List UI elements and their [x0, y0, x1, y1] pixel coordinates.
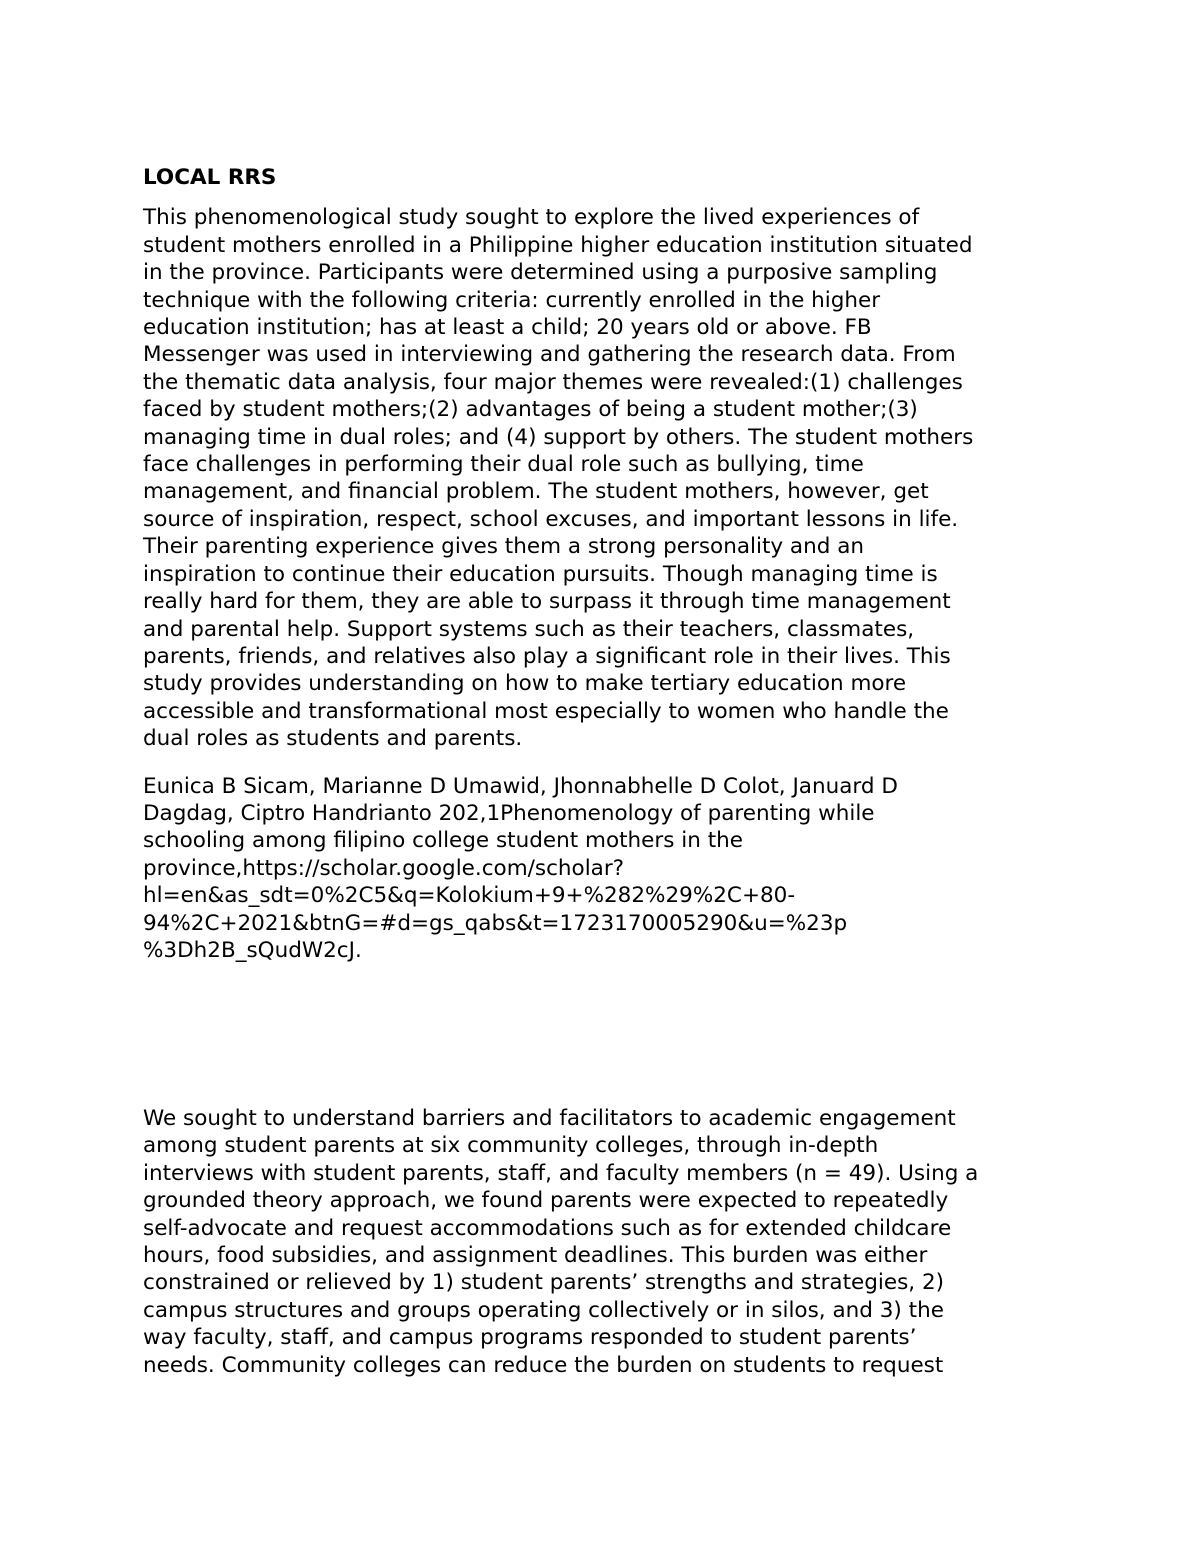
citation-line: 94%2C+2021&btnG=#d=gs_qabs&t=1723170005290&u=%23p [143, 910, 848, 936]
citation-line: province,https://scholar.google.com/scholar? [143, 855, 625, 881]
abstract-1-line: the thematic data analysis, four major themes were revealed:(1) challenges [143, 369, 963, 395]
abstract-2-line: constrained or relieved by 1) student parents’ strengths and strategies, 2) [143, 1270, 945, 1296]
abstract-paragraph-2 [143, 1105, 1058, 1379]
abstract-2-line: self-advocate and request accommodations such as for extended childcare [143, 1215, 952, 1241]
abstract-1-line: study provides understanding on how to make tertiary education more [143, 671, 907, 697]
abstract-2-line: We sought to understand barriers and facilitators to academic engagement [143, 1106, 956, 1131]
citation-line: Dagdag, Ciptro Handrianto 202,1Phenomenology of parenting while [143, 800, 875, 826]
abstract-1-line: dual roles as students and parents. [143, 726, 523, 752]
abstract-1-line: and parental help. Support systems such as their teachers, classmates, [143, 616, 915, 642]
abstract-1-line: student mothers enrolled in a Philippine higher education institution situated [143, 232, 973, 258]
citation-line: hl=en&as_sdt=0%2C5&q=Kolokium+9+%282%29%2C+80- [143, 883, 796, 909]
abstract-1-line: Their parenting experience gives them a strong personality and an [143, 534, 865, 560]
abstract-1-line: management, and financial problem. The student mothers, however, get [143, 479, 929, 505]
abstract-1-line: really hard for them, they are able to surpass it through time management [143, 589, 951, 615]
abstract-2-line: campus structures and groups operating collectively or in silos, and 3) the [143, 1297, 944, 1323]
citation-line: Eunica B Sicam, Marianne D Umawid, Jhonnabhelle D Colot, Januard D [143, 773, 898, 799]
abstract-1-line: source of inspiration, respect, school excuses, and important lessons in life. [143, 506, 959, 532]
abstract-paragraph-1 [143, 204, 1058, 752]
citation-line: %3Dh2B_sQudW2cJ. [143, 937, 362, 963]
abstract-1-line: technique with the following criteria: currently enrolled in the higher [143, 287, 881, 313]
abstract-1-line: This phenomenological study sought to explore the lived experiences of [143, 205, 920, 231]
abstract-2-line: grounded theory approach, we found parents were expected to repeatedly [143, 1188, 949, 1214]
abstract-1-line: Messenger was used in interviewing and gathering the research data. From [143, 342, 956, 368]
abstract-1-line: education institution; has at least a child; 20 years old or above. FB [143, 315, 872, 341]
section-heading: LOCAL RRS [143, 165, 277, 190]
abstract-1-line: accessible and transformational most especially to women who handle the [143, 698, 949, 724]
abstract-1-line: in the province. Participants were determined using a purposive sampling [143, 260, 938, 286]
abstract-2-line: way faculty, staff, and campus programs responded to student parents’ [143, 1325, 917, 1351]
abstract-2-line: among student parents at six community colleges, through in-depth [143, 1133, 879, 1159]
abstract-1-line: face challenges in performing their dual role such as bullying, time [143, 452, 864, 478]
abstract-1-line: inspiration to continue their education pursuits. Though managing time is [143, 561, 938, 587]
citation-line: schooling among filipino college student mothers in the [143, 828, 743, 854]
document-body [143, 164, 1058, 964]
abstract-2-line: hours, food subsidies, and assignment deadlines. This burden was either [143, 1243, 928, 1269]
citation-paragraph [143, 773, 1058, 965]
abstract-2-line: interviews with student parents, staff, and faculty members (n = 49). Using a [143, 1160, 979, 1186]
abstract-1-line: faced by student mothers;(2) advantages of being a student mother;(3) [143, 397, 918, 423]
abstract-1-line: parents, friends, and relatives also play a significant role in their lives. This [143, 643, 951, 669]
abstract-1-line: managing time in dual roles; and (4) support by others. The student mothers [143, 424, 974, 450]
abstract-2-line: needs. Community colleges can reduce the burden on students to request [143, 1352, 944, 1378]
